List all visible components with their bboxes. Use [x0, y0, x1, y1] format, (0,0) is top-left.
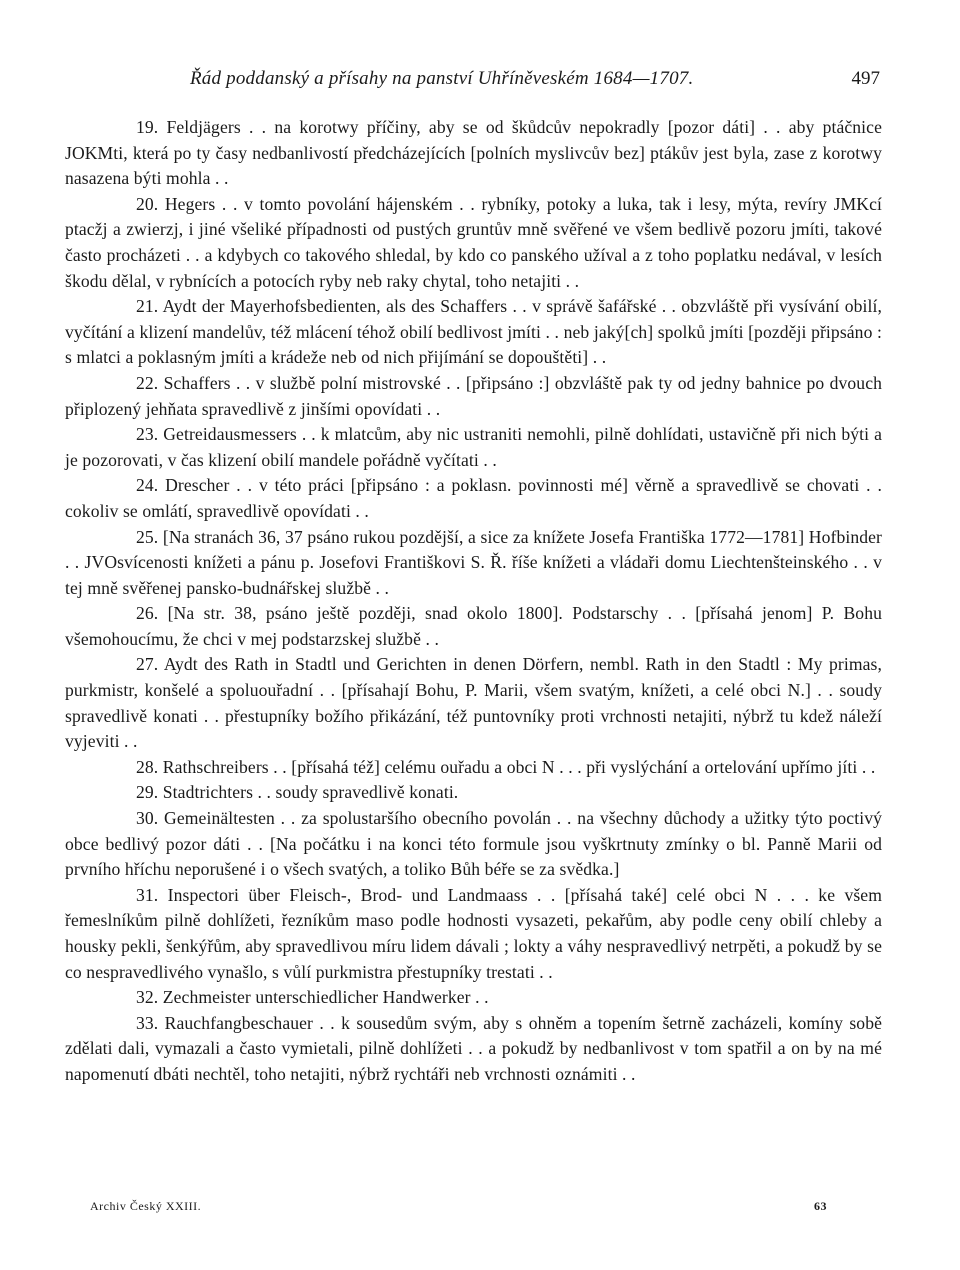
paragraph-27: 27. Aydt des Rath in Stadtl und Gerichten in denen Dörfern, nembl. Rath in den Stadtl : My primas, purkmistr, konšelé a spoluouřadní . . [přísahají Bohu, P. Marii, všem svatým, knížeti, a celé obci N.] . . soudy spravedlivě konati . . přestupníky božího přikázání, též puntovníky proti vrchnosti netajiti, nýbrž tu kdež náleží vyjeviti . . [65, 654, 882, 752]
paragraph-32: 32. Zechmeister unterschiedlicher Handwerker . . [136, 987, 489, 1008]
paragraph-24: 24. Drescher . . v této práci [připsáno : a poklasn. povinnosti mé] věrně a spravedlivě se chovati . . cokoliv se omlátí, spravedlivě opovídati . . [65, 475, 882, 521]
paragraph-20: 20. Hegers . . v tomto povolání hájenském . . rybníky, potoky a luka, tak i lesy, mýta, revíry JMKcí ptacžj a zwierzj, i jiné všeliké případnosti od pustých gruntův mně svěřené ve všem bedlivě pozoru jmíti, takové často procházeti . . a kdybych co takového shledal, by kdo co panského užíval a z toho poplatku nedával, v lesích škodu dělal, v rybnících a potocích ryby neb raky chytal, toho netajiti . . [65, 193, 882, 291]
paragraph-23: 23. Getreidausmessers . . k mlatcům, aby nic ustraniti nemohli, pilně dohlídati, ustavičně při nich býti a je pozorovati, v čas klizení obilí mandele pořádně vyčítati . . [65, 424, 882, 470]
running-header [190, 68, 880, 96]
running-title: Řád poddanský a přísahy na panství Uhříněveském 1684—1707. [190, 68, 694, 89]
text-body [65, 115, 882, 1088]
paragraph-30: 30. Gemeinältesten . . za spolustaršího obecního povolán . . na všechny důchody a užitky týto poctivý obce bedlivý pozor dáti . . [Na počátku i na konci této formule jsou vyškrtnuty zmínky o bl. Panně Marii od prvního hříchu neporušené i o všech svatých, a toliko Bůh béře se za svědka.] [65, 808, 882, 880]
paragraph-26: 26. [Na str. 38, psáno ještě později, snad okolo 1800]. Podstarschy . . [přísahá jenom] P. Bohu všemohoucímu, že chci v mej podstarzskej službě . . [65, 603, 882, 649]
paragraph-33: 33. Rauchfangbeschauer . . k sousedům svým, aby s ohněm a topením šetrně zacházeli, komíny sobě zdělati dali, vymazali a často vymietali, pilně dohlížeti . . a pokudž by nedbanlivost v tom spatřil a on by na mé napomenutí dbáti nechtěl, toho netajiti, nýbrž rychtáři neb vrchnosti oznámiti . . [65, 1012, 882, 1084]
footer [90, 1199, 827, 1219]
paragraph-29: 29. Stadtrichters . . soudy spravedlivě konati. [136, 782, 459, 803]
paragraph-21: 21. Aydt der Mayerhofsbedienten, als des Schaffers . . v správě šafářské . . obzvláště při vysívání obilí, vyčítání a klizení mandelův, též mlácení téhož obilí bedlivost jmíti . . neb jaký[ch] spolků jmíti [později připsáno : s mlatci a poklasným jmíti a krádeže neb od nich přijímání se dopouštěti] . . [65, 296, 882, 368]
paragraph-22: 22. Schaffers . . v službě polní mistrovské . . [připsáno :] obzvláště pak ty od jedny bahnice po dvouch připlozený jehňata spravedlivě z jinšími opovídati . . [65, 372, 882, 419]
signature-label: Archiv Český XXIII. [90, 1199, 202, 1213]
signature-number: 63 [814, 1199, 827, 1213]
paragraph-31: 31. Inspectori über Fleisch-, Brod- und Landmaass . . [přísahá také] celé obci N . . . ke všem řemeslníkům pilně dohlížeti, řezníkům maso podle hodnosti vysazeti, pekařům, aby podle ceny obilí chleby a housky pekli, šenkýřům, aby spravedlivou míru lidem dávali ; lokty a váhy nespravedlivý netrpěti, a pokudž by se co nespravedlivého vynašlo, s vůlí purkmistra přestupníky trestati . . [65, 884, 882, 982]
paragraph-25: 25. [Na stranách 36, 37 psáno rukou pozdější, a sice za knížete Josefa Františka 1772—1781] Hofbinder . . JVOsvícenosti knížeti a pánu p. Josefovi Františkovi S. Ř. říše knížeti a vládaři domu Liechtenšteinského . . v tej mně svěřenej pansko-budnářskej službě . . [65, 526, 882, 598]
paragraph-19: 19. Feldjägers . . na korotwy příčiny, aby se od škůdcův nepokradly [pozor dáti] . . aby ptáčnice JOKMti, která po ty časy nedbanlivostí předcházejících [polních myslivcův bez] ptákův jest byla, zase z korotwy nasazena býti mohla . . [65, 117, 882, 189]
page-number: 497 [851, 68, 880, 89]
paragraph-28: 28. Rathschreibers . . [přísahá též] celému ouřadu a obci N . . . při vyslýchání a ortelování upřímo jíti . . [136, 756, 876, 777]
